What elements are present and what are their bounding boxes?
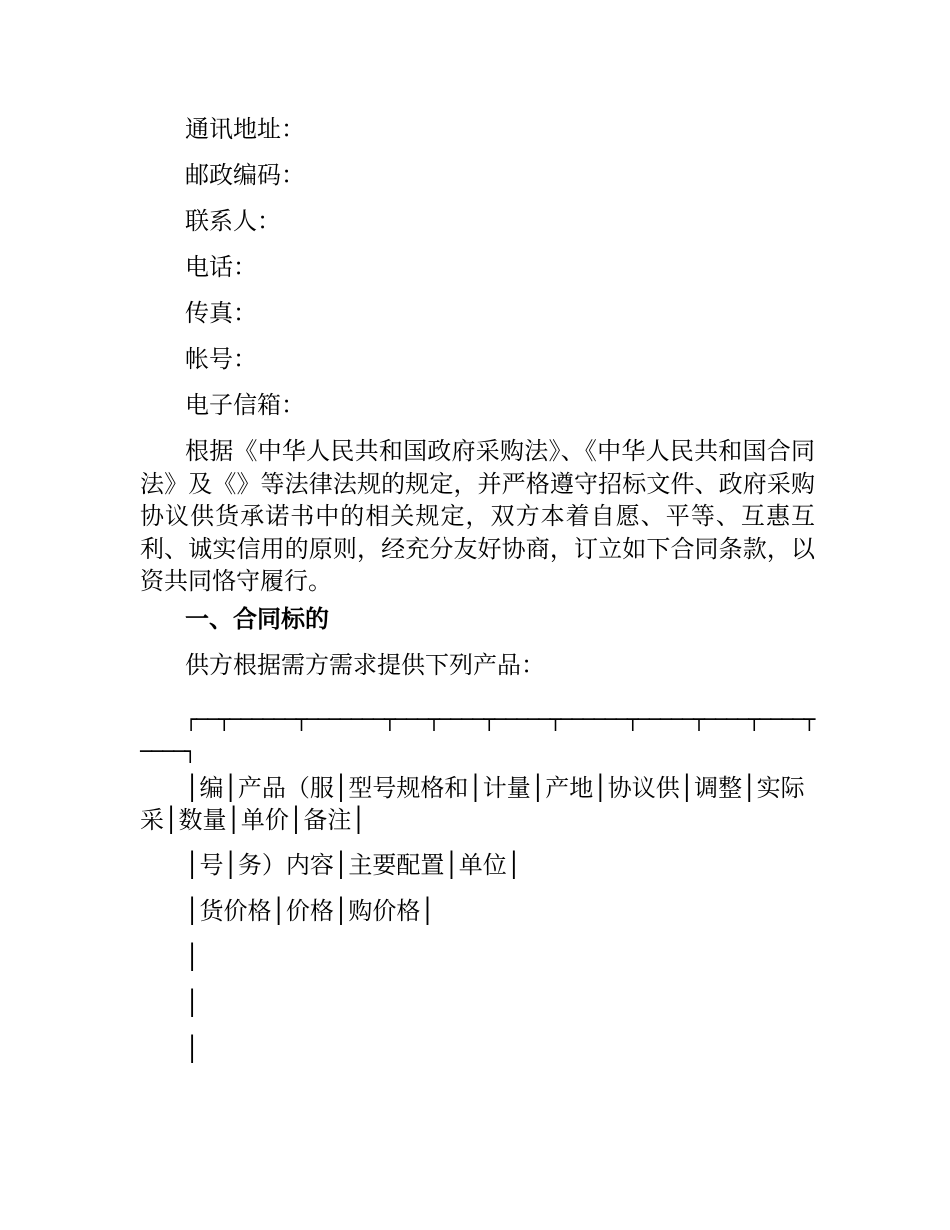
field-contact-label: 联系人： (185, 207, 281, 235)
table-header-row-3: │货价格│价格│购价格│ (185, 897, 435, 925)
section-heading: 一、合同标的 (185, 605, 329, 633)
table-empty-row: │ (185, 1035, 200, 1063)
field-phone-label: 电话： (185, 253, 257, 281)
table-empty-row: │ (185, 989, 200, 1017)
table-top-border: ┌──┬──────┬───────┬───┬────┬─────┬──────┬─────┬────┬────┬────┐ (140, 707, 815, 763)
table-header-row-2: │号│务）内容│主要配置│单位│ (185, 851, 522, 879)
field-account-label: 帐号： (185, 345, 257, 373)
field-address-label: 通讯地址： (185, 115, 305, 143)
intro-paragraph: 根据《中华人民共和国政府采购法》、《中华人民共和国合同法》及《》等法律法规的规定，并严格遵守招标文件、政府采购协议供货承诺书中的相关规定，双方本着自愿、平等、互惠互利、诚实信用的原则，经充分友好协商，订立如下合同条款，以资共同恪守履行。 (140, 437, 815, 595)
table-empty-row: │ (185, 943, 200, 971)
field-fax-label: 传真： (185, 299, 257, 327)
section-intro: 供方根据需方需求提供下列产品： (185, 651, 545, 679)
field-postcode-label: 邮政编码： (185, 161, 305, 189)
field-email-label: 电子信箱： (185, 391, 305, 419)
table-header-row-1: │编│产品（服│型号规格和│计量│产地│协议供│调整│实际采│数量│单价│备注│ (140, 774, 805, 834)
